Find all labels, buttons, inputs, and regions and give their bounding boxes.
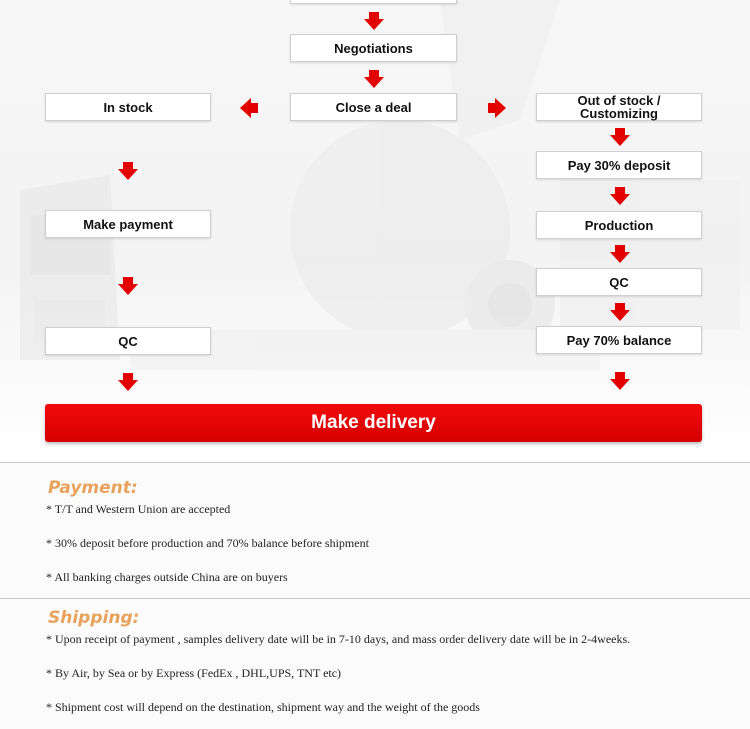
arrow-down-icon [610,245,630,263]
qc-left-label: QC [118,333,138,349]
payment-title: Payment: [48,478,138,498]
qc-right-label: QC [609,274,629,290]
deposit-label: Pay 30% deposit [567,157,671,173]
payment-section [0,463,750,598]
shipping-line: * By Air, by Sea or by Express (FedEx , DHL,UPS, TNT etc) [46,666,342,680]
shipping-line: * Shipment cost will depend on the destination, shipment way and the weight of the goods [46,700,480,714]
flow-box-production [536,211,702,239]
arrow-down-icon [364,12,384,30]
flow-box-deposit [536,151,702,179]
flow-box-negotiations [290,34,457,62]
flow-box-make-payment [45,210,211,238]
shipping-line: * Upon receipt of payment , samples delivery date will be in 7-10 days, and mass order delivery date will be in 2-4weeks. [46,632,631,646]
arrow-down-icon [610,128,630,146]
arrow-down-icon [118,162,138,180]
out-of-stock-label-line2: Customizing [580,106,658,121]
arrow-down-icon [610,372,630,390]
arrow-down-icon [364,70,384,88]
make-payment-label: Make payment [83,216,173,232]
flow-box-close-deal [290,93,457,121]
close-deal-label: Close a deal [335,99,412,115]
make-delivery-bar [45,404,702,442]
balance-label: Pay 70% balance [566,332,672,348]
flow-box-qc-right [536,268,702,296]
in-stock-label: In stock [103,99,153,115]
flow-box-qc-left [45,327,211,355]
shipping-section [0,599,750,729]
out-of-stock-label-line1: Out of stock / [577,93,661,108]
arrow-down-icon [118,277,138,295]
arrow-right-icon [488,98,506,118]
arrow-down-icon [610,187,630,205]
payment-line: * 30% deposit before production and 70% balance before shipment [46,536,369,550]
make-delivery-label: Make delivery [311,412,436,433]
flow-box-top-partial [290,0,457,4]
shipping-title: Shipping: [48,608,140,628]
arrow-down-icon [610,303,630,321]
negotiations-label: Negotiations [334,40,413,56]
flow-box-balance [536,326,702,354]
arrow-down-icon [118,373,138,391]
production-label: Production [584,217,654,233]
arrow-left-icon [240,98,258,118]
flow-box-out-of-stock [536,93,702,121]
payment-line: * All banking charges outside China are on buyers [46,570,288,584]
payment-line: * T/T and Western Union are accepted [46,502,231,516]
flow-box-in-stock [45,93,211,121]
